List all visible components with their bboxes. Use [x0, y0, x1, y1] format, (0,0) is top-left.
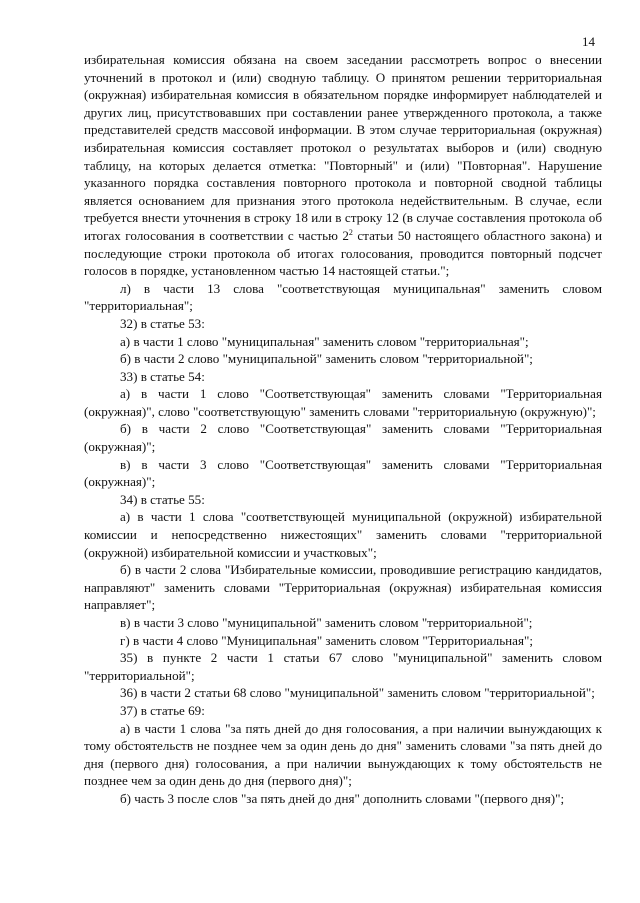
paragraph-3: 32) в статье 53:: [120, 315, 205, 331]
paragraph-15: 35) в пункте 2 части 1 статьи 67 слово "муниципальной" заменить словом "территориальной";: [84, 650, 602, 683]
paragraph-17: 37) в статье 69:: [120, 702, 205, 718]
page-number: 14: [582, 34, 595, 49]
paragraph-19: б) часть 3 после слов "за пять дней до дня" дополнить словами "(первого дня)";: [120, 790, 565, 806]
paragraph-5: б) в части 2 слово "муниципальной" заменить словом "территориальной";: [120, 351, 533, 367]
paragraph-2: л) в части 13 слова "соответствующая муниципальная" заменить словом "территориальная";: [84, 280, 602, 314]
paragraph-18: а) в части 1 слова "за пять дней до дня голосования, а при наличии вынуждающих к тому обстоятельств не позднее чем за один день до дня" заменить словами "за пять дней до дня (первого дня) голосования, а при наличии вынуждающих к тому обстоятельств не позднее чем за один день до дня (первого дня)";: [84, 720, 602, 789]
paragraph-14: г) в части 4 слово "Муниципальная" заменить словом "Территориальная";: [120, 632, 534, 648]
paragraph-1: избирательная комиссия обязана на своем заседании рассмотреть вопрос о внесении уточнений в протокол и (или) сводную таблицу. О принятом решении территориальная (окружная) избирательная комиссия в обязательном порядке информирует наблюдателей и других лиц, присутствовавших при составлении ранее утвержденного протокола, а также представителей средств массовой информации. В этом случае территориальная (окружная) избирательная комиссия составляет протокол о результатах выборов и (или) сводную таблицу, на которых делается отметка: "Повторный" и (или) "Повторная". Нарушение указанного порядка составления повторного протокола и повторной сводной таблицы является основанием для признания этого протокола недействительным. В случае, если требуется внести уточнения в строку 18 или в строку 12 (в случае составления протокола об итогах голосования в соответствии с частью $2^2$ статьи 50 настоящего областного закона) и последующие строки протокола об итогах голосования, проводится повторный подсчет голосов в порядке, установленном частью 14 настоящей статьи.";: [84, 52, 602, 279]
paragraph-16: 36) в части 2 статьи 68 слово "муниципальной" заменить словом "территориальной";: [120, 685, 595, 701]
paragraph-11: а) в части 1 слова "соответствующей муниципальной (окружной) избирательной комиссии и непосредственно нижестоящих" заменить словами "территориальной (окружной) избирательной комиссии и участковых";: [84, 509, 602, 560]
document-body: [84, 51, 602, 808]
paragraph-7: а) в части 1 слово "Соответствующая" заменить словами "Территориальная (окружная)", слово "соответствующую" заменить словами "территориальную (окружную)";: [84, 386, 602, 419]
paragraph-13: в) в части 3 слово "муниципальной" заменить словом "территориальной";: [120, 615, 533, 630]
paragraph-12: б) в части 2 слова "Избирательные комиссии, проводившие регистрацию кандидатов, направляют" заменить словами "Территориальная (окружная) избирательная комиссия направляет";: [84, 562, 602, 613]
paragraph-9: в) в части 3 слово "Соответствующая" заменить словами "Территориальная (окружная)";: [84, 456, 602, 490]
superscript: 2: [348, 227, 353, 237]
paragraph-4: а) в части 1 слово "муниципальная" заменить словом "территориальная";: [120, 333, 529, 349]
paragraph-8: б) в части 2 слово "Соответствующая" заменить словами "Территориальная (окружная)";: [84, 421, 602, 455]
paragraph-10: 34) в статье 55:: [120, 491, 205, 507]
paragraph-6: 33) в статье 54:: [120, 368, 205, 384]
